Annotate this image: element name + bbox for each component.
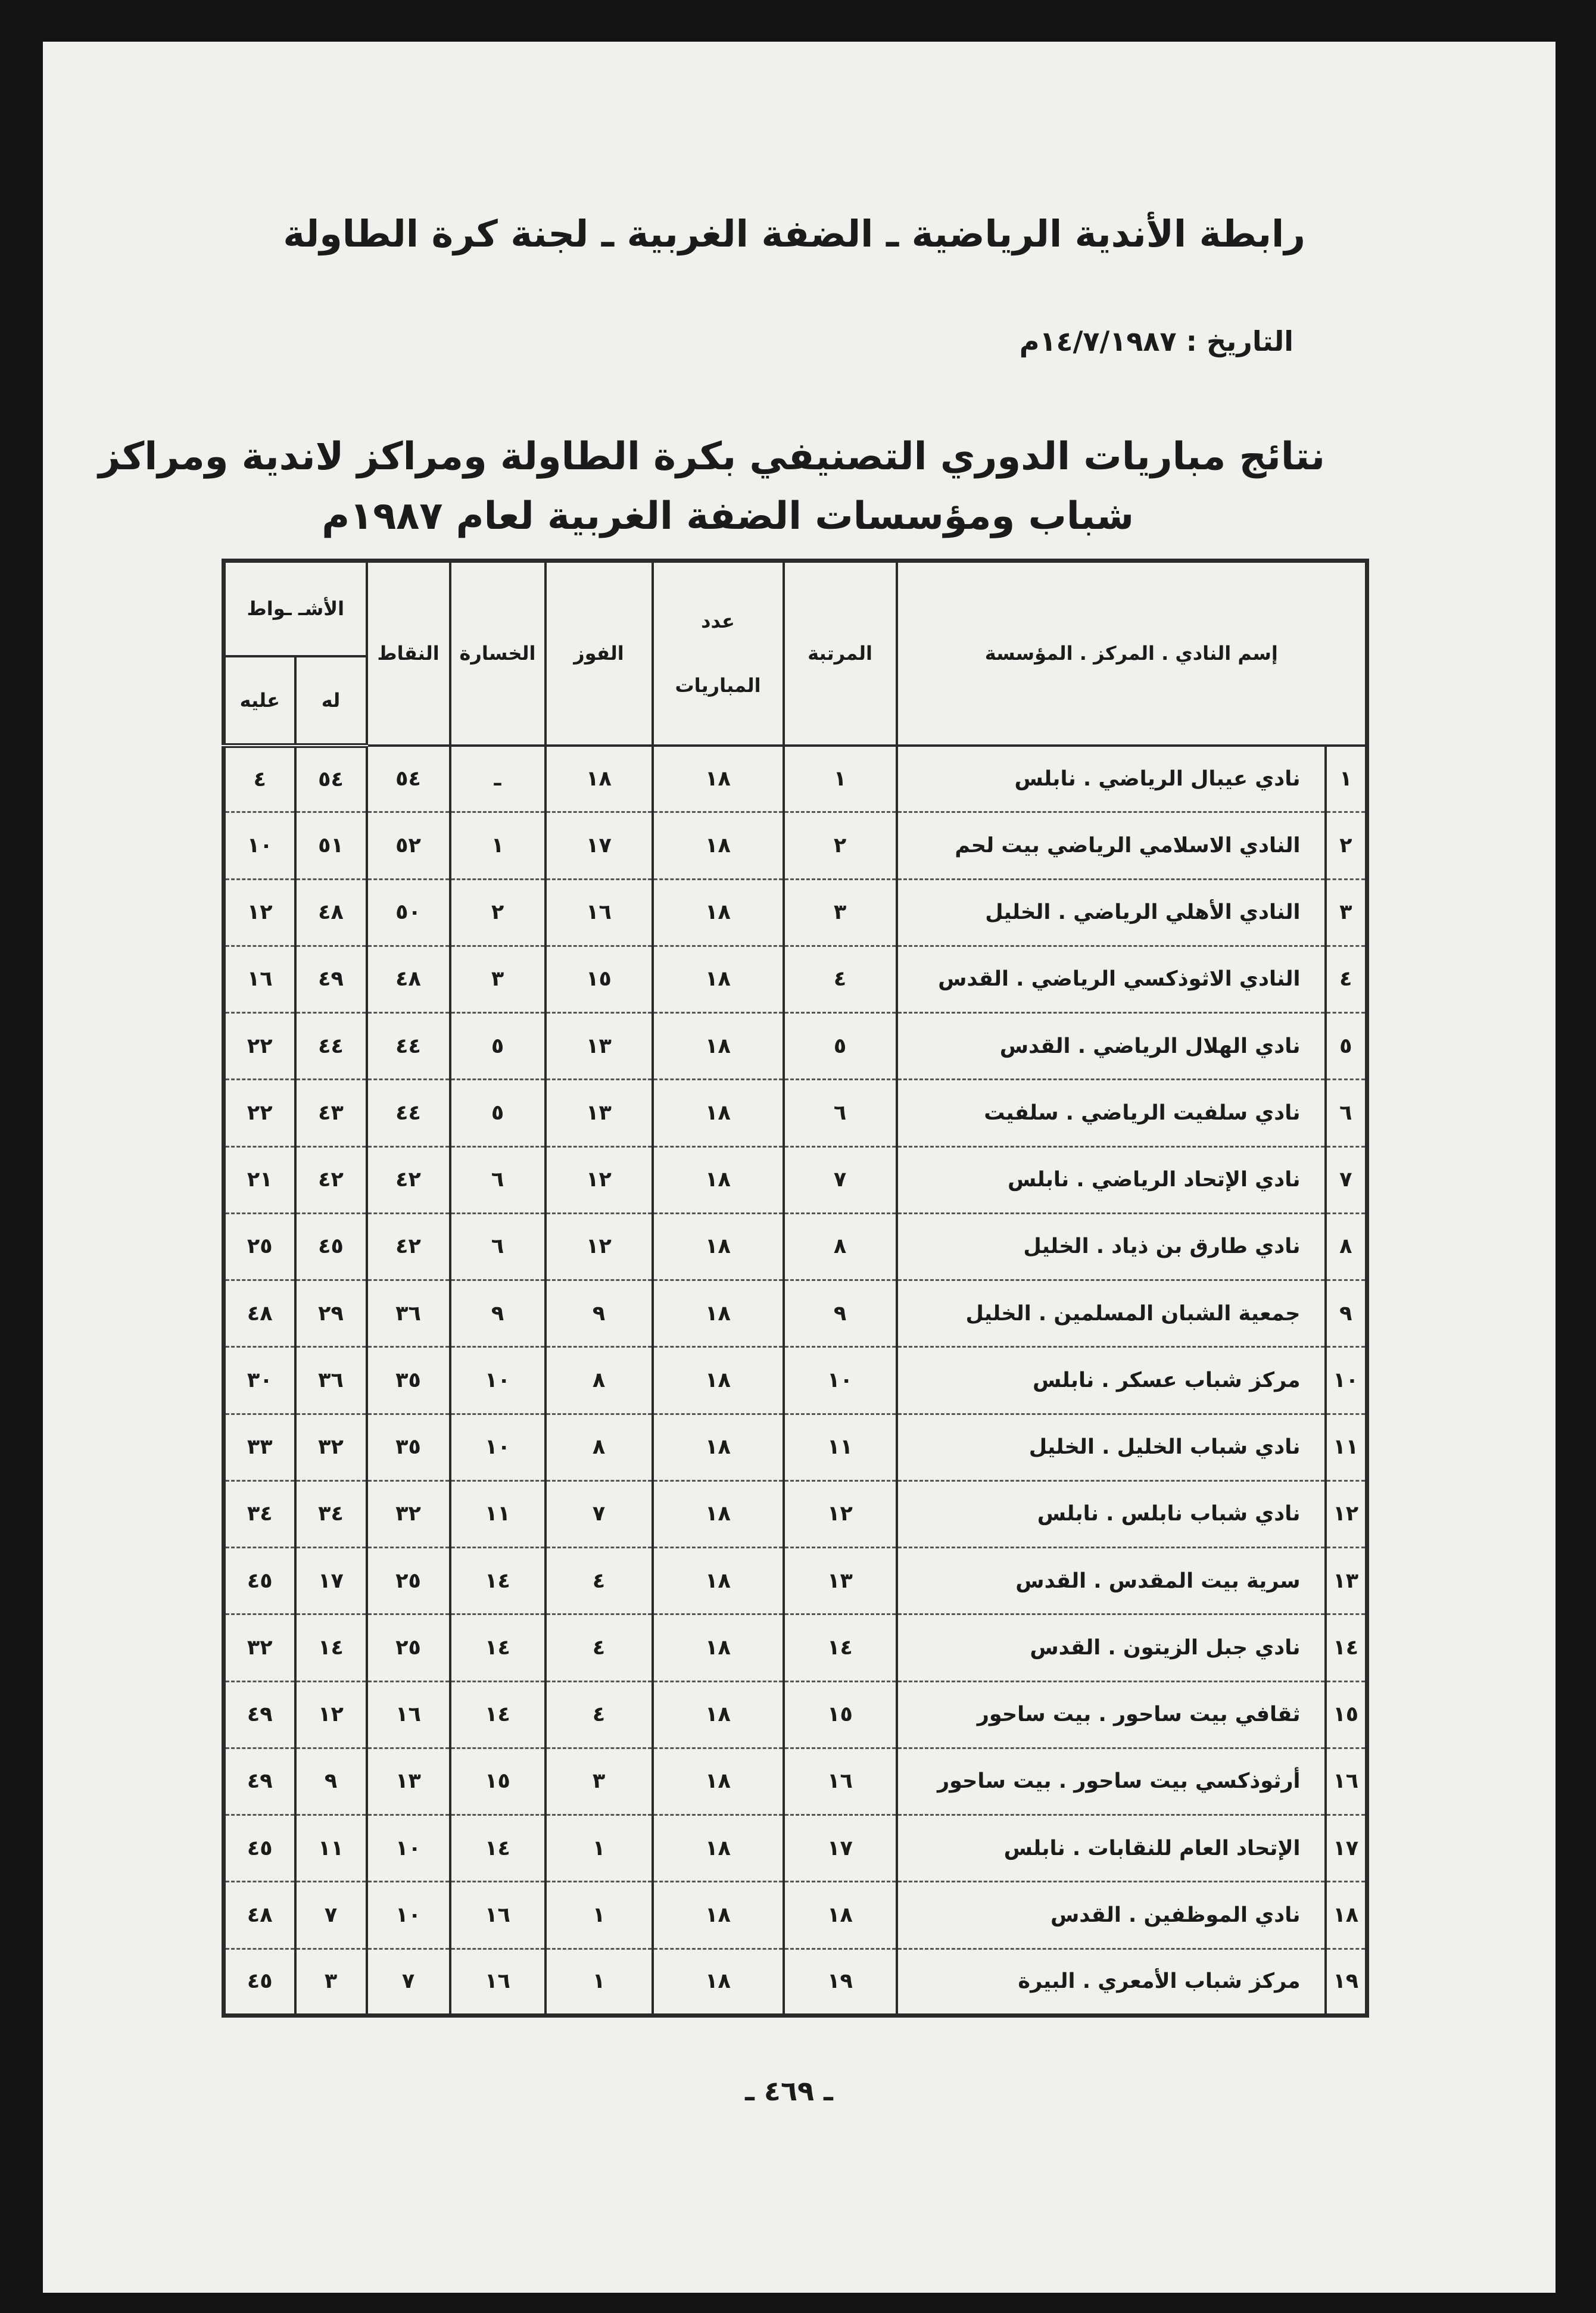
played-cell: ١٨	[653, 1480, 784, 1547]
table-row	[224, 1748, 1367, 1815]
points-cell: ٥٤	[367, 746, 450, 812]
wins-cell: ٣	[545, 1748, 653, 1815]
played-cell: ١٨	[653, 1280, 784, 1347]
played-cell: ١٨	[653, 812, 784, 879]
rank-cell: ٥	[784, 1013, 897, 1080]
club-name: نادي شباب الخليل . الخليل	[897, 1414, 1326, 1480]
rounds-for-cell: ٧	[295, 1882, 367, 1949]
played-cell: ١٨	[653, 1614, 784, 1681]
rounds-for-cell: ١٧	[295, 1548, 367, 1614]
rounds-for-cell: ٩	[295, 1748, 367, 1815]
club-name: أرثوذكسي بيت ساحور . بيت ساحور	[897, 1748, 1326, 1815]
points-cell: ٤٢	[367, 1213, 450, 1280]
points-cell: ٣٦	[367, 1280, 450, 1347]
points-cell: ٧	[367, 1949, 450, 2016]
rank-cell: ١١	[784, 1414, 897, 1480]
played-cell: ١٨	[653, 1213, 784, 1280]
wins-cell: ٤	[545, 1681, 653, 1748]
rank-cell: ١٤	[784, 1614, 897, 1681]
row-index: ١٣	[1326, 1548, 1367, 1614]
rounds-for-cell: ٣٦	[295, 1347, 367, 1414]
club-name: النادي الاسلامي الرياضي بيت لحم	[897, 812, 1326, 879]
club-name: نادي سلفيت الرياضي . سلفيت	[897, 1080, 1326, 1146]
played-cell: ١٨	[653, 1681, 784, 1748]
points-cell: ١٠	[367, 1882, 450, 1949]
document-date: التاريخ : ١٤/٧/١٩٨٧م	[1019, 325, 1293, 357]
rounds-for-cell: ٤٣	[295, 1080, 367, 1146]
table-row	[224, 1414, 1367, 1480]
points-cell: ١٠	[367, 1815, 450, 1882]
played-cell: ١٨	[653, 1146, 784, 1213]
wins-cell: ١	[545, 1882, 653, 1949]
rounds-for-cell: ٣٢	[295, 1414, 367, 1480]
played-cell: ١٨	[653, 1013, 784, 1080]
rounds-against-cell: ٤٥	[224, 1548, 295, 1614]
table-row	[224, 1548, 1367, 1614]
played-cell: ١٨	[653, 946, 784, 1012]
rank-cell: ٧	[784, 1146, 897, 1213]
rank-cell: ١٦	[784, 1748, 897, 1815]
wins-cell: ١٦	[545, 879, 653, 946]
wins-cell: ٩	[545, 1280, 653, 1347]
rounds-against-cell: ٢١	[224, 1146, 295, 1213]
points-cell: ٥٢	[367, 812, 450, 879]
header-played-line2: المباريات	[675, 674, 761, 697]
rounds-for-cell: ١١	[295, 1815, 367, 1882]
document-title: نتائج مباريات الدوري التصنيفي بكرة الطاولة ومراكز لاندية ومراكز	[98, 435, 1325, 479]
losses-cell: ٣	[450, 946, 545, 1012]
rounds-for-cell: ٢٩	[295, 1280, 367, 1347]
losses-cell: ١٦	[450, 1949, 545, 2016]
rounds-against-cell: ٤٩	[224, 1681, 295, 1748]
rounds-against-cell: ٤٥	[224, 1949, 295, 2016]
club-name: النادي الاثوذكسي الرياضي . القدس	[897, 946, 1326, 1012]
table-row	[224, 946, 1367, 1012]
table-row	[224, 1213, 1367, 1280]
rounds-against-cell: ١٦	[224, 946, 295, 1012]
losses-cell: ١٤	[450, 1614, 545, 1681]
wins-cell: ١٣	[545, 1080, 653, 1146]
rounds-against-cell: ٤٥	[224, 1815, 295, 1882]
row-index: ١٥	[1326, 1681, 1367, 1748]
results-table	[222, 559, 1369, 2018]
club-name: النادي الأهلي الرياضي . الخليل	[897, 879, 1326, 946]
played-cell: ١٨	[653, 1882, 784, 1949]
played-cell: ١٨	[653, 1414, 784, 1480]
rounds-against-cell: ١٠	[224, 812, 295, 879]
wins-cell: ٤	[545, 1614, 653, 1681]
losses-cell: ٥	[450, 1080, 545, 1146]
club-name: نادي الهلال الرياضي . القدس	[897, 1013, 1326, 1080]
table-row	[224, 1480, 1367, 1547]
losses-cell: ـ	[450, 746, 545, 812]
results-table-body	[224, 746, 1367, 2016]
header-rounds: الأشـ ـواط	[224, 561, 367, 656]
losses-cell: ٦	[450, 1213, 545, 1280]
wins-cell: ١	[545, 1949, 653, 2016]
rounds-for-cell: ١٤	[295, 1614, 367, 1681]
club-name: نادي طارق بن ذياد . الخليل	[897, 1213, 1326, 1280]
organization-heading: رابطة الأندية الرياضية ـ الضفة الغربية ـ لجنة كرة الطاولة	[283, 212, 1305, 255]
rounds-against-cell: ١٢	[224, 879, 295, 946]
wins-cell: ١٧	[545, 812, 653, 879]
rank-cell: ١	[784, 746, 897, 812]
losses-cell: ١٠	[450, 1347, 545, 1414]
losses-cell: ١	[450, 812, 545, 879]
header-played	[653, 561, 784, 746]
rounds-against-cell: ٣٢	[224, 1614, 295, 1681]
club-name: نادي عيبال الرياضي . نابلس	[897, 746, 1326, 812]
table-row	[224, 1080, 1367, 1146]
row-index: ٩	[1326, 1280, 1367, 1347]
played-cell: ١٨	[653, 746, 784, 812]
row-index: ٧	[1326, 1146, 1367, 1213]
rounds-against-cell: ٢٥	[224, 1213, 295, 1280]
table-row	[224, 812, 1367, 879]
table-row	[224, 746, 1367, 812]
rounds-for-cell: ٥٤	[295, 746, 367, 812]
losses-cell: ١٤	[450, 1681, 545, 1748]
table-row	[224, 1146, 1367, 1213]
losses-cell: ١٦	[450, 1882, 545, 1949]
losses-cell: ٥	[450, 1013, 545, 1080]
losses-cell: ١١	[450, 1480, 545, 1547]
points-cell: ٥٠	[367, 879, 450, 946]
played-cell: ١٨	[653, 879, 784, 946]
rounds-for-cell: ٤٩	[295, 946, 367, 1012]
table-row	[224, 1949, 1367, 2016]
rounds-for-cell: ٣٤	[295, 1480, 367, 1547]
rounds-against-cell: ٤	[224, 746, 295, 812]
rounds-for-cell: ٤٥	[295, 1213, 367, 1280]
losses-cell: ١٤	[450, 1548, 545, 1614]
club-name: مركز شباب الأمعري . البيرة	[897, 1949, 1326, 2016]
rounds-against-cell: ٣٠	[224, 1347, 295, 1414]
losses-cell: ٢	[450, 879, 545, 946]
row-index: ١٧	[1326, 1815, 1367, 1882]
wins-cell: ٤	[545, 1548, 653, 1614]
rank-cell: ١٩	[784, 1949, 897, 2016]
row-index: ٢	[1326, 812, 1367, 879]
rank-cell: ٦	[784, 1080, 897, 1146]
row-index: ١٦	[1326, 1748, 1367, 1815]
points-cell: ٣٢	[367, 1480, 450, 1547]
points-cell: ٤٨	[367, 946, 450, 1012]
points-cell: ٤٤	[367, 1013, 450, 1080]
row-index: ١٩	[1326, 1949, 1367, 2016]
rounds-against-cell: ٢٢	[224, 1080, 295, 1146]
page-number: ـ ٤٦٩ ـ	[745, 2075, 833, 2107]
rounds-against-cell: ٤٩	[224, 1748, 295, 1815]
club-name: الإتحاد العام للنقابات . نابلس	[897, 1815, 1326, 1882]
losses-cell: ١٤	[450, 1815, 545, 1882]
club-name: جمعية الشبان المسلمين . الخليل	[897, 1280, 1326, 1347]
header-losses: الخسارة	[450, 561, 545, 746]
header-points: النقاط	[367, 561, 450, 746]
row-index: ٥	[1326, 1013, 1367, 1080]
row-index: ١٨	[1326, 1882, 1367, 1949]
rounds-against-cell: ٣٤	[224, 1480, 295, 1547]
losses-cell: ٩	[450, 1280, 545, 1347]
points-cell: ٤٢	[367, 1146, 450, 1213]
points-cell: ١٦	[367, 1681, 450, 1748]
rounds-against-cell: ٤٨	[224, 1280, 295, 1347]
points-cell: ٢٥	[367, 1548, 450, 1614]
losses-cell: ١٥	[450, 1748, 545, 1815]
wins-cell: ١٢	[545, 1146, 653, 1213]
rank-cell: ٨	[784, 1213, 897, 1280]
points-cell: ١٣	[367, 1748, 450, 1815]
wins-cell: ١٢	[545, 1213, 653, 1280]
club-name: نادي جبل الزيتون . القدس	[897, 1614, 1326, 1681]
row-index: ٦	[1326, 1080, 1367, 1146]
row-index: ٨	[1326, 1213, 1367, 1280]
wins-cell: ٨	[545, 1414, 653, 1480]
rounds-for-cell: ٤٢	[295, 1146, 367, 1213]
rounds-for-cell: ٣	[295, 1949, 367, 2016]
row-index: ٤	[1326, 946, 1367, 1012]
header-rounds-for: له	[295, 656, 367, 746]
document-title-line2: شباب ومؤسسات الضفة الغربية لعام ١٩٨٧م	[322, 494, 1134, 538]
rounds-for-cell: ٥١	[295, 812, 367, 879]
rounds-for-cell: ٤٨	[295, 879, 367, 946]
losses-cell: ١٠	[450, 1414, 545, 1480]
table-row	[224, 1815, 1367, 1882]
row-index: ١٠	[1326, 1347, 1367, 1414]
rounds-for-cell: ١٢	[295, 1681, 367, 1748]
club-name: سرية بيت المقدس . القدس	[897, 1548, 1326, 1614]
row-index: ١٢	[1326, 1480, 1367, 1547]
rounds-against-cell: ٤٨	[224, 1882, 295, 1949]
played-cell: ١٨	[653, 1815, 784, 1882]
row-index: ١٤	[1326, 1614, 1367, 1681]
header-name: إسم النادي . المركز . المؤسسة	[897, 561, 1367, 746]
header-wins: الفوز	[545, 561, 653, 746]
rank-cell: ١٨	[784, 1882, 897, 1949]
rounds-for-cell: ٤٤	[295, 1013, 367, 1080]
table-row	[224, 1681, 1367, 1748]
played-cell: ١٨	[653, 1080, 784, 1146]
rank-cell: ١٠	[784, 1347, 897, 1414]
table-row	[224, 1614, 1367, 1681]
played-cell: ١٨	[653, 1949, 784, 2016]
club-name: نادي الموظفين . القدس	[897, 1882, 1326, 1949]
header-played-line1: عدد	[701, 610, 735, 633]
wins-cell: ٧	[545, 1480, 653, 1547]
rank-cell: ٣	[784, 879, 897, 946]
club-name: نادي الإتحاد الرياضي . نابلس	[897, 1146, 1326, 1213]
row-index: ١	[1326, 746, 1367, 812]
table-row	[224, 1882, 1367, 1949]
rank-cell: ١٣	[784, 1548, 897, 1614]
table-row	[224, 879, 1367, 946]
rank-cell: ١٥	[784, 1681, 897, 1748]
rank-cell: ٤	[784, 946, 897, 1012]
club-name: ثقافي بيت ساحور . بيت ساحور	[897, 1681, 1326, 1748]
played-cell: ١٨	[653, 1548, 784, 1614]
wins-cell: ٨	[545, 1347, 653, 1414]
points-cell: ٤٤	[367, 1080, 450, 1146]
header-rounds-against: عليه	[224, 656, 295, 746]
rank-cell: ١٢	[784, 1480, 897, 1547]
club-name: مركز شباب عسكر . نابلس	[897, 1347, 1326, 1414]
wins-cell: ١٥	[545, 946, 653, 1012]
rank-cell: ٢	[784, 812, 897, 879]
rounds-against-cell: ٢٢	[224, 1013, 295, 1080]
wins-cell: ١٨	[545, 746, 653, 812]
row-index: ٣	[1326, 879, 1367, 946]
wins-cell: ١	[545, 1815, 653, 1882]
table-row	[224, 1280, 1367, 1347]
rounds-against-cell: ٣٣	[224, 1414, 295, 1480]
losses-cell: ٦	[450, 1146, 545, 1213]
points-cell: ٣٥	[367, 1347, 450, 1414]
points-cell: ٣٥	[367, 1414, 450, 1480]
rank-cell: ١٧	[784, 1815, 897, 1882]
played-cell: ١٨	[653, 1347, 784, 1414]
club-name: نادي شباب نابلس . نابلس	[897, 1480, 1326, 1547]
header-rank: المرتبة	[784, 561, 897, 746]
table-row	[224, 1013, 1367, 1080]
played-cell: ١٨	[653, 1748, 784, 1815]
table-row	[224, 1347, 1367, 1414]
rank-cell: ٩	[784, 1280, 897, 1347]
row-index: ١١	[1326, 1414, 1367, 1480]
wins-cell: ١٣	[545, 1013, 653, 1080]
points-cell: ٢٥	[367, 1614, 450, 1681]
